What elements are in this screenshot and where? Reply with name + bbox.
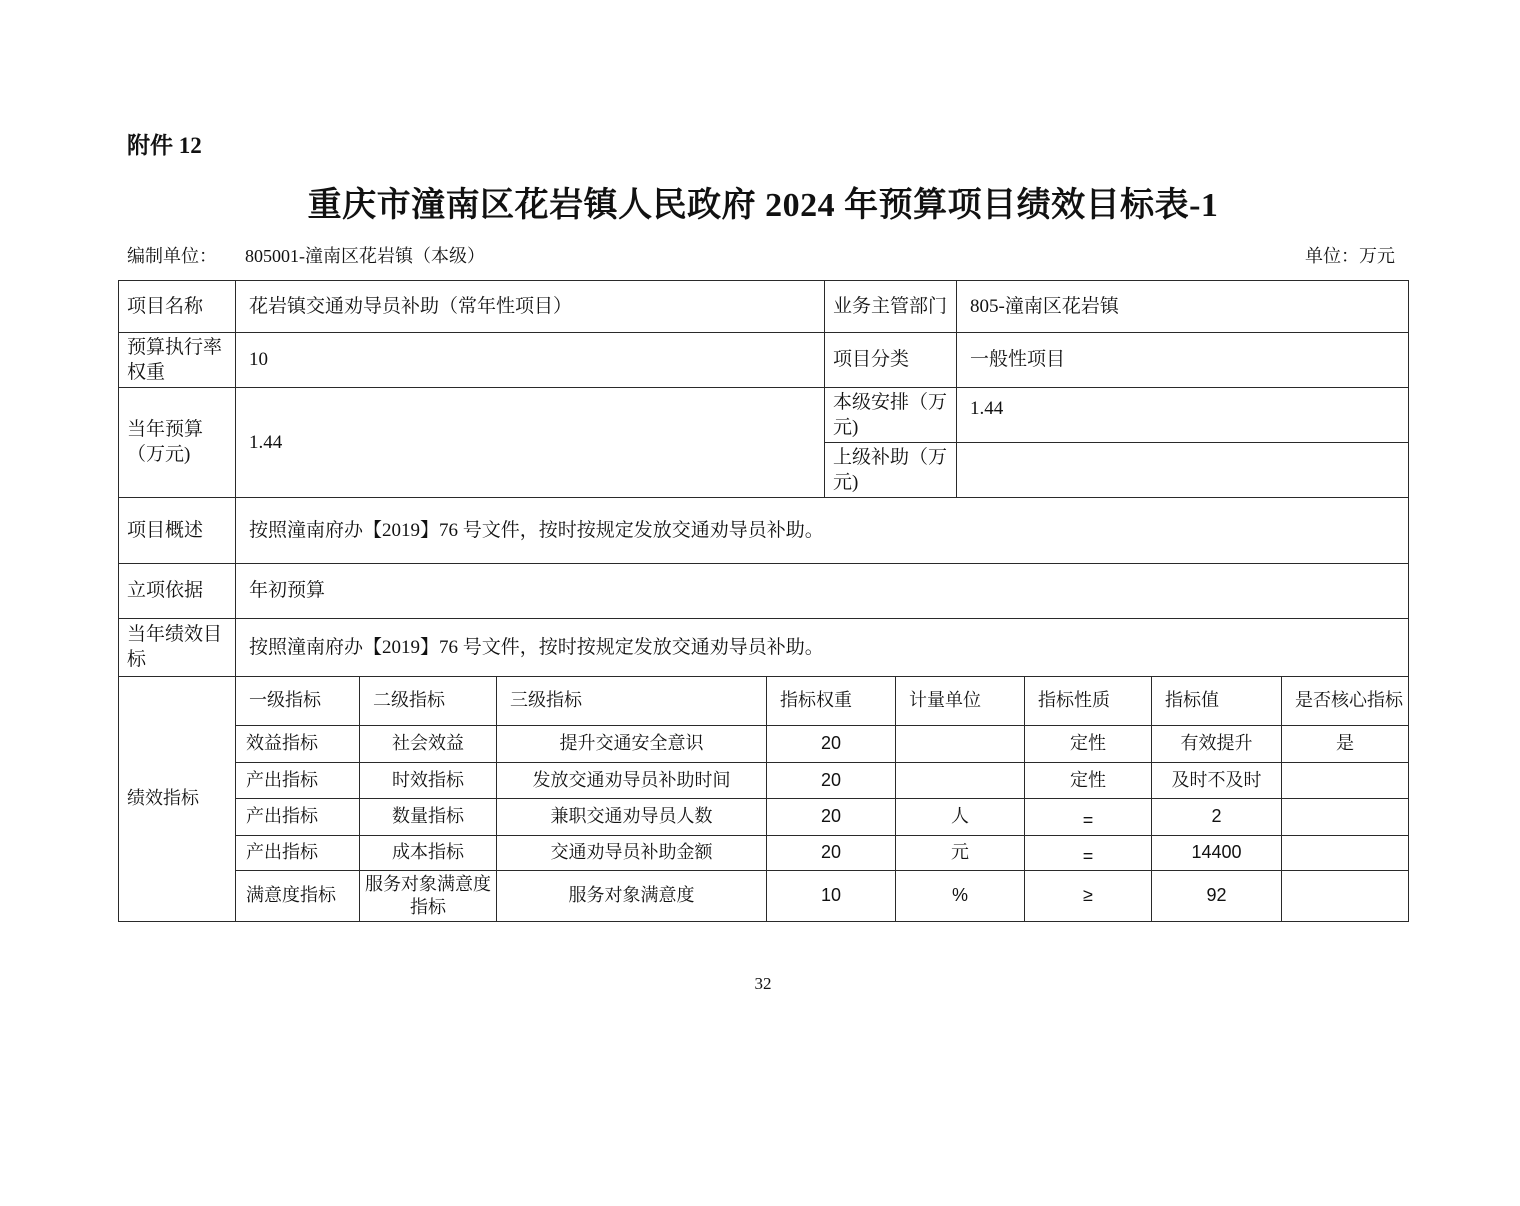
col-header-unit: 计量单位 — [896, 676, 1025, 725]
indicator-level3: 发放交通劝导员补助时间 — [497, 762, 767, 798]
annual-goal-label: 当年绩效目标 — [119, 618, 236, 676]
indicator-nature: = — [1025, 798, 1152, 835]
indicator-level1: 效益指标 — [236, 725, 360, 762]
basis-label: 立项依据 — [119, 563, 236, 618]
prepared-by — [118, 245, 485, 267]
indicator-level2: 社会效益 — [360, 725, 497, 762]
dept-value: 805-潼南区花岩镇 — [957, 280, 1409, 332]
table-row — [119, 280, 1409, 332]
indicator-core-flag — [1282, 870, 1409, 921]
indicator-level2: 数量指标 — [360, 798, 497, 835]
indicator-core-flag: 是 — [1282, 725, 1409, 762]
indicator-weight: 10 — [767, 870, 896, 921]
indicator-unit — [896, 762, 1025, 798]
col-header-weight: 指标权重 — [767, 676, 896, 725]
indicator-level3: 提升交通安全意识 — [497, 725, 767, 762]
project-info-table — [118, 280, 1409, 677]
indicator-unit — [896, 725, 1025, 762]
indicator-weight: 20 — [767, 762, 896, 798]
indicator-row — [119, 835, 1409, 870]
project-name-label: 项目名称 — [119, 280, 236, 332]
indicator-target-value: 14400 — [1152, 835, 1282, 870]
indicator-row — [119, 762, 1409, 798]
category-value: 一般性项目 — [957, 332, 1409, 387]
indicator-weight: 20 — [767, 835, 896, 870]
overview-value: 按照潼南府办【2019】76 号文件，按时按规定发放交通劝导员补助。 — [236, 497, 1409, 563]
table-row — [119, 497, 1409, 563]
indicator-level2: 成本指标 — [360, 835, 497, 870]
local-arrangement-value: 1.44 — [957, 387, 1409, 442]
superior-subsidy-label: 上级补助（万元) — [825, 442, 957, 497]
table-row — [119, 618, 1409, 676]
indicator-row — [119, 870, 1409, 921]
basis-value: 年初预算 — [236, 563, 1409, 618]
indicator-target-value: 有效提升 — [1152, 725, 1282, 762]
annual-budget-value: 1.44 — [236, 387, 825, 497]
indicator-level3: 兼职交通劝导员人数 — [497, 798, 767, 835]
superior-subsidy-value — [957, 442, 1409, 497]
indicator-core-flag — [1282, 835, 1409, 870]
prepared-by-value: 805001-潼南区花岩镇（本级） — [245, 245, 485, 266]
indicator-row — [119, 725, 1409, 762]
overview-label: 项目概述 — [119, 497, 236, 563]
indicator-core-flag — [1282, 762, 1409, 798]
indicator-weight: 20 — [767, 798, 896, 835]
annual-goal-value: 按照潼南府办【2019】76 号文件，按时按规定发放交通劝导员补助。 — [236, 618, 1409, 676]
indicator-section-label: 绩效指标 — [119, 676, 236, 921]
indicator-level2: 时效指标 — [360, 762, 497, 798]
indicator-unit: % — [896, 870, 1025, 921]
performance-indicator-table — [118, 676, 1409, 922]
col-header-level1: 一级指标 — [236, 676, 360, 725]
meta-line — [118, 245, 1408, 267]
indicator-weight: 20 — [767, 725, 896, 762]
indicator-nature: 定性 — [1025, 725, 1152, 762]
col-header-level3: 三级指标 — [497, 676, 767, 725]
page-number: 32 — [754, 973, 772, 993]
indicator-level1: 满意度指标 — [236, 870, 360, 921]
annual-budget-label: 当年预算 （万元) — [119, 387, 236, 497]
category-label: 项目分类 — [825, 332, 957, 387]
indicator-header-row — [119, 676, 1409, 725]
indicator-level1: 产出指标 — [236, 762, 360, 798]
indicator-target-value: 及时不及时 — [1152, 762, 1282, 798]
indicator-unit: 元 — [896, 835, 1025, 870]
indicator-row — [119, 798, 1409, 835]
col-header-value: 指标值 — [1152, 676, 1282, 725]
prepared-by-label: 编制单位： — [127, 245, 217, 266]
exec-weight-label: 预算执行率权重 — [119, 332, 236, 387]
exec-weight-value: 10 — [236, 332, 825, 387]
indicator-unit: 人 — [896, 798, 1025, 835]
indicator-level1: 产出指标 — [236, 835, 360, 870]
unit-label: 单位：万元 — [1305, 245, 1395, 266]
col-header-core: 是否核心指标 — [1282, 676, 1409, 725]
indicator-nature: 定性 — [1025, 762, 1152, 798]
col-header-level2: 二级指标 — [360, 676, 497, 725]
indicator-level2: 服务对象满意度指标 — [360, 870, 497, 921]
table-row — [119, 332, 1409, 387]
table-row — [119, 387, 1409, 442]
indicator-level3: 交通劝导员补助金额 — [497, 835, 767, 870]
indicator-target-value: 92 — [1152, 870, 1282, 921]
project-name-value: 花岩镇交通劝导员补助（常年性项目） — [236, 280, 825, 332]
indicator-target-value: 2 — [1152, 798, 1282, 835]
page-title: 重庆市潼南区花岩镇人民政府 2024 年预算项目绩效目标表-1 — [307, 186, 1219, 224]
indicator-core-flag — [1282, 798, 1409, 835]
indicator-level1: 产出指标 — [236, 798, 360, 835]
local-arrangement-label: 本级安排（万元) — [825, 387, 957, 442]
col-header-nature: 指标性质 — [1025, 676, 1152, 725]
dept-label: 业务主管部门 — [825, 280, 957, 332]
indicator-nature: = — [1025, 835, 1152, 870]
indicator-nature: ≥ — [1025, 870, 1152, 921]
indicator-level3: 服务对象满意度 — [497, 870, 767, 921]
attachment-label: 附件 12 — [127, 133, 202, 158]
table-row — [119, 563, 1409, 618]
